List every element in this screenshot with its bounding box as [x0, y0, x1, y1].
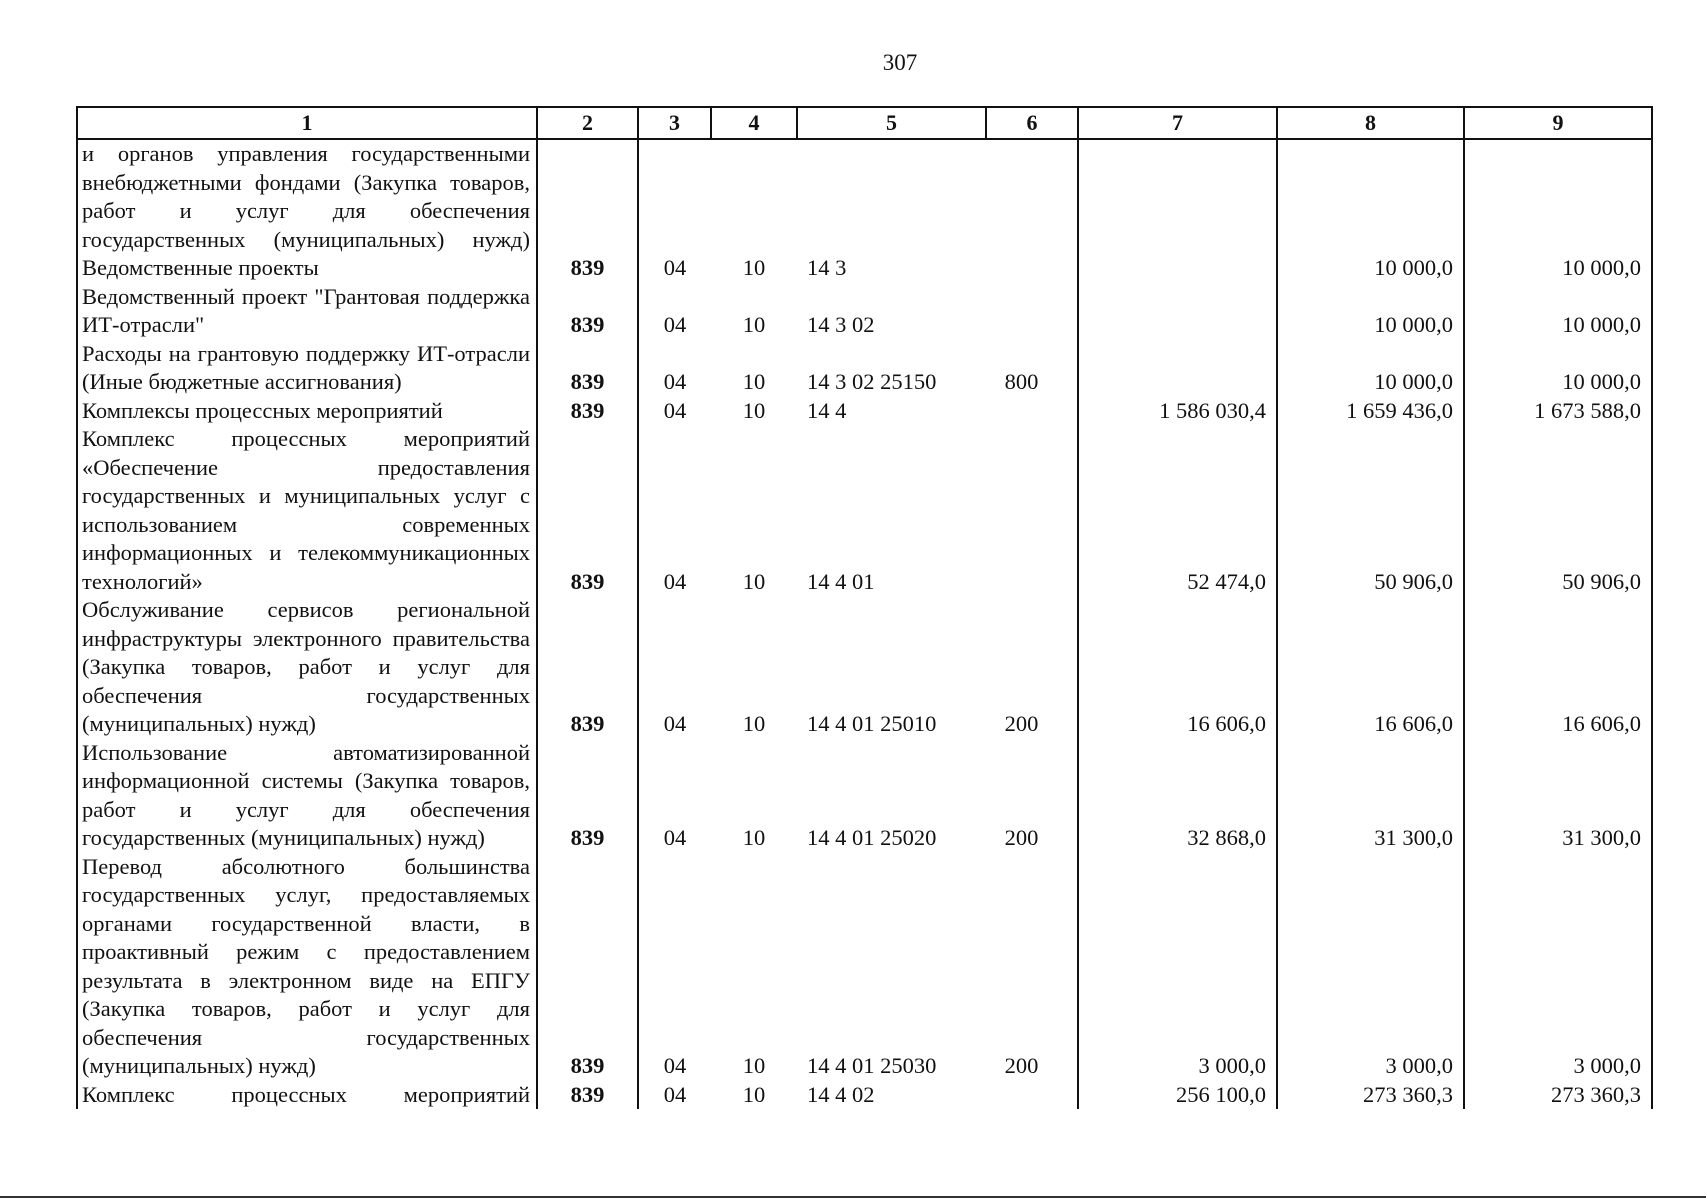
budget-table — [76, 106, 1653, 1109]
cell-subsection: 10 — [742, 369, 766, 394]
cell-amount-col7: 3 000,0 — [1078, 853, 1277, 1081]
row-name: Комплекс процессных мероприятий «Обеспечение предоставления государственных и муниципальных услуг с использованием современных информационных и телекоммуникационных технологий» — [77, 425, 537, 596]
cell-target-article: 14 3 — [807, 255, 847, 280]
cell-admin-code: 839 — [537, 596, 638, 739]
cell-target-article: 14 4 02 — [807, 1081, 875, 1107]
cell-amount-col9: 1 673 588,0 — [1464, 397, 1652, 426]
table-row — [77, 853, 1652, 1081]
cell-section: 04 — [638, 596, 711, 739]
cell-section: 04 — [638, 739, 711, 853]
table-row — [77, 340, 1652, 397]
cell-subsection — [711, 139, 797, 254]
cell-expense-type — [986, 425, 1078, 596]
cell-amount-col7: 256 100,0 — [1078, 1081, 1277, 1110]
cell-section: 04 — [638, 1081, 711, 1110]
cell-amount-col8: 3 000,0 — [1277, 853, 1464, 1081]
cell-admin-code: 839 — [537, 739, 638, 853]
cell-expense-type: 200 — [1004, 1053, 1039, 1078]
cell-amount-col7: 32 868,0 — [1078, 739, 1277, 853]
row-name: Использование автоматизированной информационной системы (Закупка товаров, работ и услуг для обеспечения государственных (муниципальных) нужд) — [77, 739, 537, 853]
cell-expense-type — [986, 397, 1078, 426]
cell-target-article: 14 4 01 — [807, 568, 875, 594]
cell-admin-code — [537, 139, 638, 254]
header-col-6: 6 — [986, 107, 1078, 139]
cell-section: 04 — [638, 425, 711, 596]
cell-subsection: 10 — [742, 711, 766, 736]
cell-amount-col9: 50 906,0 — [1464, 425, 1652, 596]
cell-amount-col8: 273 360,3 — [1277, 1081, 1464, 1110]
cell-amount-col8: 10 000,0 — [1277, 283, 1464, 340]
cell-amount-col9: 31 300,0 — [1464, 739, 1652, 853]
cell-section: 04 — [638, 254, 711, 283]
cell-amount-col9: 16 606,0 — [1464, 596, 1652, 739]
table-row — [77, 425, 1652, 596]
cell-target-article: 14 3 02 — [807, 312, 875, 337]
cell-subsection: 10 — [742, 312, 766, 337]
cell-amount-col8: 16 606,0 — [1277, 596, 1464, 739]
cell-amount-col7: 1 586 030,4 — [1078, 397, 1277, 426]
cell-expense-type: 200 — [1004, 825, 1039, 850]
cell-target-article — [797, 139, 986, 254]
cell-amount-col7: 52 474,0 — [1078, 425, 1277, 596]
cell-target-article: 14 4 01 25030 — [807, 1053, 937, 1078]
header-col-4: 4 — [711, 107, 797, 139]
table-row — [77, 596, 1652, 739]
cell-subsection: 10 — [742, 1053, 766, 1078]
cell-admin-code: 839 — [537, 254, 638, 283]
page-number: 307 — [882, 50, 918, 75]
row-name: Комплекс процессных мероприятий — [77, 1081, 537, 1110]
cell-expense-type — [986, 283, 1078, 340]
cell-admin-code: 839 — [537, 283, 638, 340]
cell-amount-col8: 31 300,0 — [1277, 739, 1464, 853]
cell-amount-col9 — [1464, 139, 1652, 254]
table-row — [77, 254, 1652, 283]
cell-amount-col7 — [1078, 340, 1277, 397]
cell-subsection: 10 — [742, 825, 766, 850]
cell-amount-col7: 16 606,0 — [1078, 596, 1277, 739]
cell-amount-col7 — [1078, 254, 1277, 283]
row-name: Ведомственный проект "Грантовая поддержка ИТ-отрасли" — [77, 283, 537, 340]
header-row — [77, 107, 1652, 139]
cell-amount-col8: 10 000,0 — [1277, 254, 1464, 283]
cell-amount-col7 — [1078, 139, 1277, 254]
cell-amount-col9: 3 000,0 — [1464, 853, 1652, 1081]
cell-amount-col7 — [1078, 283, 1277, 340]
cell-amount-col9: 273 360,3 — [1464, 1081, 1652, 1110]
table-row — [77, 1081, 1652, 1110]
row-name: Обслуживание сервисов региональной инфраструктуры электронного правительства (Закупка товаров, работ и услуг для обеспечения государственных (муниципальных) нужд) — [77, 596, 537, 739]
table-row — [77, 397, 1652, 426]
header-col-9: 9 — [1464, 107, 1652, 139]
cell-amount-col8: 1 659 436,0 — [1277, 397, 1464, 426]
cell-target-article: 14 3 02 25150 — [807, 369, 937, 394]
cell-expense-type: 800 — [1004, 369, 1039, 394]
cell-amount-col8 — [1277, 139, 1464, 254]
table-row — [77, 139, 1652, 254]
cell-target-article: 14 4 — [807, 397, 847, 423]
cell-section: 04 — [638, 853, 711, 1081]
cell-section: 04 — [638, 283, 711, 340]
cell-amount-col9: 10 000,0 — [1464, 340, 1652, 397]
header-col-3: 3 — [638, 107, 711, 139]
cell-expense-type — [986, 139, 1078, 254]
cell-amount-col8: 10 000,0 — [1277, 340, 1464, 397]
cell-subsection: 10 — [742, 568, 766, 594]
cell-subsection: 10 — [742, 255, 766, 280]
cell-expense-type — [986, 1081, 1078, 1110]
header-col-7: 7 — [1078, 107, 1277, 139]
cell-section — [638, 139, 711, 254]
cell-section: 04 — [638, 397, 711, 426]
row-name: Расходы на грантовую поддержку ИТ-отрасли (Иные бюджетные ассигнования) — [77, 340, 537, 397]
page-bottom-rule — [0, 1196, 1706, 1198]
header-col-2: 2 — [537, 107, 638, 139]
row-name: Комплексы процессных мероприятий — [77, 397, 537, 426]
header-col-1: 1 — [77, 107, 537, 139]
row-name: Перевод абсолютного большинства государственных услуг, предоставляемых органами государственной власти, в проактивный режим с предоставлением результата в электронном виде на ЕПГУ (Закупка товаров, работ и услуг для обеспечения государственных (муниципальных) нужд) — [77, 853, 537, 1081]
cell-amount-col9: 10 000,0 — [1464, 283, 1652, 340]
cell-section: 04 — [638, 340, 711, 397]
cell-admin-code: 839 — [537, 397, 638, 426]
cell-amount-col9: 10 000,0 — [1464, 254, 1652, 283]
table-row — [77, 283, 1652, 340]
cell-amount-col8: 50 906,0 — [1277, 425, 1464, 596]
cell-expense-type — [986, 254, 1078, 283]
row-name: Ведомственные проекты — [77, 254, 537, 283]
cell-target-article: 14 4 01 25020 — [807, 825, 937, 850]
cell-admin-code: 839 — [537, 853, 638, 1081]
cell-subsection: 10 — [742, 397, 766, 423]
cell-target-article: 14 4 01 25010 — [807, 711, 937, 736]
header-col-5: 5 — [797, 107, 986, 139]
cell-expense-type: 200 — [1004, 711, 1039, 736]
row-name: и органов управления государственными внебюджетными фондами (Закупка товаров, работ и услуг для обеспечения государственных (муниципальных) нужд) — [77, 139, 537, 254]
table-row — [77, 739, 1652, 853]
cell-admin-code: 839 — [537, 425, 638, 596]
cell-subsection: 10 — [742, 1081, 766, 1107]
cell-admin-code: 839 — [537, 1081, 638, 1110]
header-col-8: 8 — [1277, 107, 1464, 139]
cell-admin-code: 839 — [537, 340, 638, 397]
